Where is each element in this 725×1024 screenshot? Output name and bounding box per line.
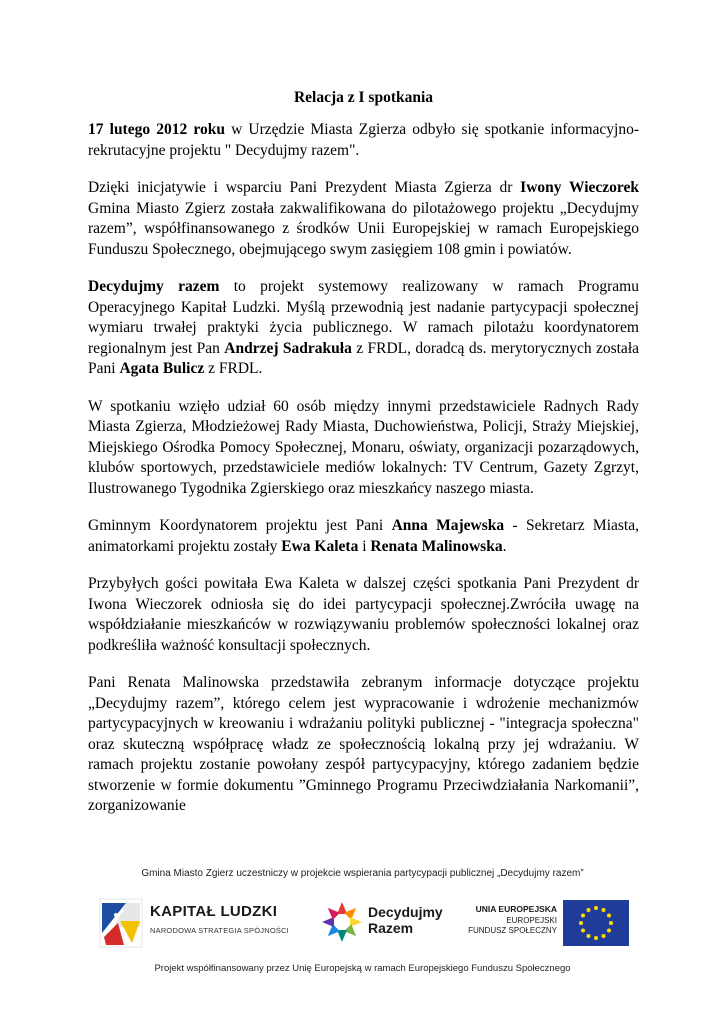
footer-banner	[0, 858, 725, 1024]
person-name: Andrzej Sadrakuła	[224, 339, 352, 357]
person-name: Iwony Wieczorek	[520, 179, 639, 196]
paragraph-2: Dzięki inicjatywie i wsparciu Pani Prezydent Miasta Zgierza dr Iwony Wieczorek Gmina Miasto Zgierz została zakwalifikowana do pilotażowego projektu „Decydujmy razem”, współfinansowanego z środków Unii Europejskiej w ramach Europejskiego Funduszu Społecznego, obejmującego swym zasięgiem 108 gmin i powiatów.	[88, 179, 639, 258]
kapital-ludzki-subtitle: NARODOWA STRATEGIA SPÓJNOŚCI	[150, 926, 289, 935]
kapital-ludzki-emblem-icon	[96, 893, 146, 951]
paragraph-7: Pani Renata Malinowska przedstawiła zebranym informacje dotyczące projektu „Decydujmy razem”, którego celem jest wypracowanie i wdrożenie mechanizmów partycypacyjnych w kreowaniu i wdrażaniu polityki publicznej - "integracja społeczna" oraz skuteczną współpracę władz ze społecznością lokalną przy jej wdrażaniu. W ramach projektu zostanie powołany zespół partycypacyjny, którego zadaniem będzie stworzenie w formie dokumentu ”Gminnego Programu Przeciwdziałania Narkomanii”, zorganizowanie	[88, 674, 639, 814]
person-name: Anna Majewska	[391, 517, 505, 534]
eu-fund-name: EUROPEJSKI FUNDUSZ SPOŁECZNY	[468, 916, 557, 935]
decydujmy-razem-emblem-icon	[320, 900, 364, 944]
paragraph-4: W spotkaniu wzięło udział 60 osób między innymi przedstawiciele Radnych Rady Miasta Zgierza, Młodzieżowej Rady Miasta, Duchowieństwa, Policji, Straży Miejskiej, Miejskiego Ośrodka Pomocy Społecznej, Monaru, oświaty, organizacji pozarządowych, klubów sportowych, przedstawiciele mediów lokalnych: TV Centrum, Gazety Zgrzyt, Ilustrowanego Tygodnika Zgierskiego oraz mieszkańcy naszego miasta.	[88, 397, 639, 497]
decydujmy-razem-logo	[320, 898, 450, 948]
eu-logo	[465, 898, 635, 948]
decydujmy-razem-text: Decydujmy Razem	[368, 904, 443, 936]
person-name: Ewa Kaleta	[281, 537, 359, 555]
eu-title: UNIA EUROPEJSKA	[475, 904, 557, 914]
project-name: Decydujmy razem	[88, 278, 220, 295]
person-name: Agata Bulicz	[119, 360, 205, 377]
eu-flag-icon	[563, 900, 629, 946]
paragraph-3: Decydujmy razem to projekt systemowy realizowany w ramach Programu Operacyjnego Kapitał Ludzki. Myślą przewodnią jest nadanie partycypacji społecznej wymiaru trwałej praktyki życia publicznego. W ramach pilotażu koordynatorem regionalnym jest Pan Andrzej Sadrakuła z FRDL, doradcą ds. merytorycznych została Pani Agata Bulicz z FRDL.	[88, 278, 639, 377]
paragraph-1: 17 lutego 2012 roku w Urzędzie Miasta Zgierza odbyło się spotkanie informacyjno-rekrutacyjne projektu " Decydujmy razem".	[88, 121, 640, 159]
paragraph-6: Przybyłych gości powitała Ewa Kaleta w dalszej części spotkania Pani Prezydent dr Iwona Wieczorek odniosła się do idei partycypacji społecznej.Zwróciła uwagę na współdziałanie mieszkańców w rozwiązywaniu problemów społeczności lokalnej oraz podkreśliła ważność konsultacji społecznych.	[88, 575, 639, 654]
footer-bottom-text: Projekt współfinansowany przez Unię Europejską w ramach Europejskiego Funduszu Społecznego	[154, 963, 571, 974]
kapital-ludzki-logo	[96, 893, 306, 953]
page-title: Relacja z I spotkania	[293, 89, 434, 106]
kapital-ludzki-title: KAPITAŁ LUDZKI	[150, 903, 278, 920]
document-body	[88, 88, 639, 834]
footer-top-text: Gmina Miasto Zgierz uczestniczy w projekcie wspierania partycypacji publicznej „Decydujmy razem”	[141, 868, 584, 879]
person-name: Renata Malinowska	[370, 537, 503, 555]
paragraph-5: Gminnym Koordynatorem projektu jest Pani Anna Majewska - Sekretarz Miasta, animatorkami projektu zostały Ewa Kaleta i Renata Malinowska.	[88, 517, 639, 555]
meeting-date: 17 lutego 2012 roku	[88, 121, 225, 138]
